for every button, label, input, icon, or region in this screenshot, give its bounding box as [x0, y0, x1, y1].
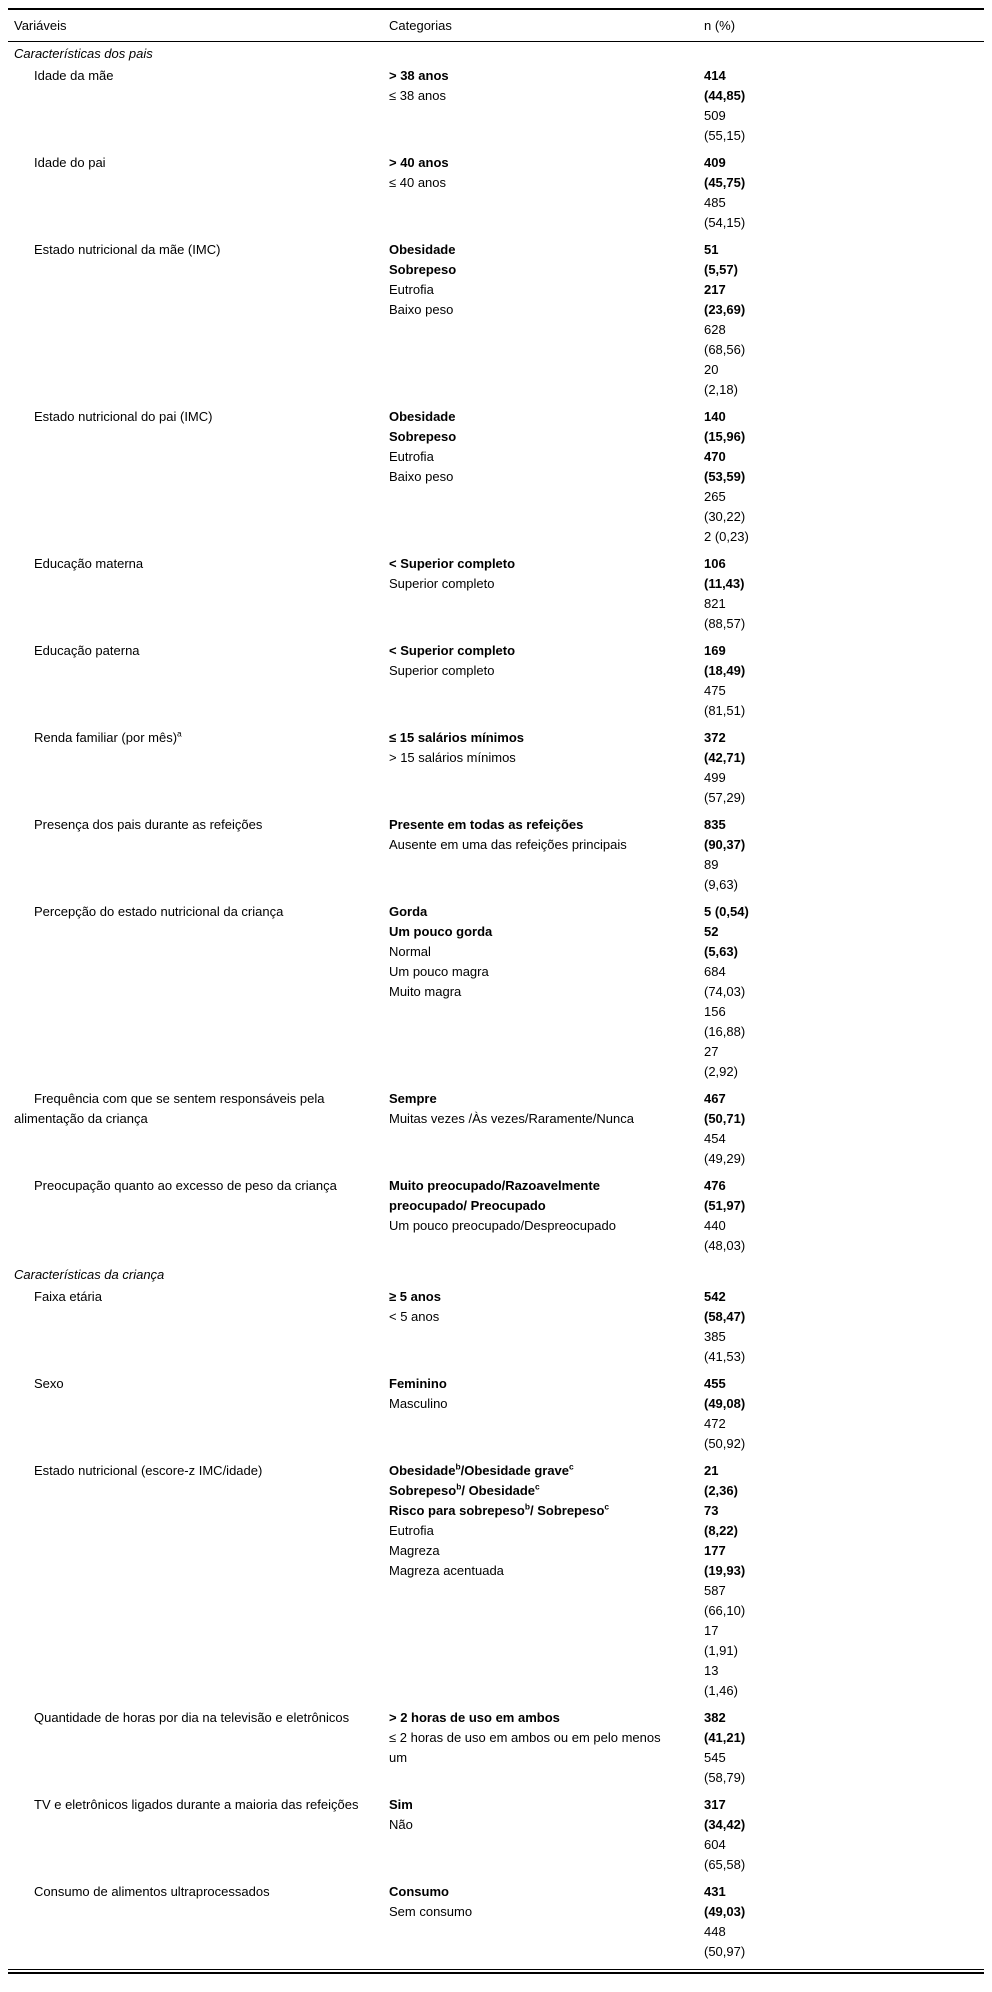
variable-cell: Estado nutricional da mãe (IMC)	[34, 242, 221, 257]
table-row	[8, 1461, 984, 1708]
category-line: Um pouco gorda	[389, 924, 493, 939]
footnote-marker: b	[456, 1481, 462, 1492]
column-header-variaveis: Variáveis	[8, 9, 389, 42]
value-line: 106 (11,43)	[704, 556, 745, 591]
category-line: ≤ 40 anos	[389, 175, 447, 190]
categories-cell	[389, 554, 704, 641]
values-stack	[704, 1882, 752, 1962]
table-row	[8, 1089, 984, 1176]
values-stack	[704, 1461, 752, 1701]
variable-cell: Consumo de alimentos ultraprocessados	[34, 1884, 270, 1899]
category-line: Sem consumo	[389, 1904, 473, 1919]
values-cell	[704, 153, 984, 240]
text-part: / Sobrepeso	[529, 1503, 605, 1518]
values-cell	[704, 1089, 984, 1176]
table-row	[8, 554, 984, 641]
variable-cell: Estado nutricional do pai (IMC)	[34, 409, 213, 424]
values-cell	[704, 641, 984, 728]
category-line: > 40 anos	[389, 155, 449, 170]
column-header-n-pct: n (%)	[704, 9, 984, 42]
value-line: 455 (49,08)	[704, 1376, 746, 1411]
categories-cell	[389, 1708, 704, 1795]
values-cell	[704, 240, 984, 407]
category-line: ≤ 15 salários mínimos	[389, 730, 525, 745]
category-line: ≥ 5 anos	[389, 1289, 441, 1304]
value-line: 454 (49,29)	[704, 1131, 746, 1166]
variable-cell: Preocupação quanto ao excesso de peso da criança	[34, 1178, 337, 1193]
categories-cell	[389, 1461, 704, 1708]
table-row	[8, 728, 984, 815]
text-part: Sobrepeso	[389, 1483, 457, 1498]
category-line: Masculino	[389, 1396, 448, 1411]
categories-cell	[389, 902, 704, 1089]
variable-cell	[8, 728, 389, 815]
category-line: Um pouco preocupado/Despreocupado	[389, 1218, 616, 1233]
value-line: 448 (50,97)	[704, 1924, 746, 1959]
value-line: 604 (65,58)	[704, 1837, 746, 1872]
category-line: ≤ 2 horas de uso em ambos ou em pelo menos um	[389, 1730, 661, 1765]
categories-cell	[389, 1374, 704, 1461]
categories-cell	[389, 641, 704, 728]
value-line: 821 (88,57)	[704, 596, 746, 631]
value-line: 52 (5,63)	[704, 924, 738, 959]
table-row	[8, 815, 984, 902]
values-cell	[704, 1708, 984, 1795]
values-cell	[704, 1287, 984, 1374]
text-part: Renda familiar (por mês)	[34, 730, 178, 745]
values-cell	[704, 554, 984, 641]
footnote-marker: b	[455, 1461, 461, 1472]
section-title: Características dos pais	[14, 46, 153, 61]
values-stack	[704, 902, 752, 1082]
bottom-rule-line	[8, 1970, 984, 1973]
variable-cell: Frequência com que se sentem responsáveis pela alimentação da criança	[14, 1091, 325, 1126]
value-line: 628 (68,56)	[704, 322, 746, 357]
table-body	[8, 42, 984, 1973]
category-line: Eutrofia	[389, 1523, 434, 1538]
section-header-row	[8, 42, 984, 67]
value-line: 265 (30,22)	[704, 489, 746, 524]
category-line: Obesidade	[389, 409, 456, 424]
value-line: 470 (53,59)	[704, 449, 746, 484]
categories-cell	[389, 1176, 704, 1263]
values-cell	[704, 407, 984, 554]
value-line: 20 (2,18)	[704, 362, 738, 397]
category-line: Muito preocupado/Razoavelmente preocupado/ Preocupado	[389, 1178, 600, 1213]
section-header-row	[8, 1263, 984, 1287]
value-line: 177 (19,93)	[704, 1543, 746, 1578]
categories-cell	[389, 153, 704, 240]
section-title: Características da criança	[14, 1267, 165, 1282]
category-line: Um pouco magra	[389, 964, 489, 979]
category-line: Magreza	[389, 1543, 440, 1558]
value-line: 467 (50,71)	[704, 1091, 746, 1126]
header-row	[8, 9, 984, 42]
characteristics-table	[8, 8, 984, 1974]
value-line: 169 (18,49)	[704, 643, 746, 678]
value-line: 2 (0,23)	[704, 529, 749, 544]
value-line: 431 (49,03)	[704, 1884, 746, 1919]
category-line: Sempre	[389, 1091, 437, 1106]
values-stack	[704, 554, 752, 634]
category-line: Magreza acentuada	[389, 1563, 504, 1578]
category-line: > 38 anos	[389, 68, 449, 83]
variable-cell: Quantidade de horas por dia na televisão e eletrônicos	[34, 1710, 350, 1725]
values-stack	[704, 1708, 752, 1788]
table-row	[8, 1708, 984, 1795]
categories-cell	[389, 1287, 704, 1374]
value-line: 472 (50,92)	[704, 1416, 746, 1451]
category-line: Eutrofia	[389, 449, 434, 464]
category-line: Sobrepeso	[389, 262, 457, 277]
values-stack	[704, 1374, 752, 1454]
value-line: 476 (51,97)	[704, 1178, 746, 1213]
category-line: Normal	[389, 944, 431, 959]
value-line: 409 (45,75)	[704, 155, 746, 190]
value-line: 542 (58,47)	[704, 1289, 746, 1324]
category-line: Gorda	[389, 904, 428, 919]
values-stack	[704, 153, 752, 233]
text-part: Risco para sobrepeso	[389, 1503, 525, 1518]
text-part: / Obesidade	[461, 1483, 536, 1498]
category-line: Consumo	[389, 1884, 449, 1899]
value-line: 73 (8,22)	[704, 1503, 738, 1538]
value-line: 684 (74,03)	[704, 964, 746, 999]
value-line: 21 (2,36)	[704, 1463, 738, 1498]
value-line: 372 (42,71)	[704, 730, 746, 765]
categories-cell	[389, 1089, 704, 1176]
category-line: Muito magra	[389, 984, 462, 999]
values-cell	[704, 815, 984, 902]
category-line: Sim	[389, 1797, 413, 1812]
category-line: < 5 anos	[389, 1309, 440, 1324]
categories-cell	[389, 66, 704, 153]
values-cell	[704, 1176, 984, 1263]
category-line: Superior completo	[389, 663, 495, 678]
values-cell	[704, 1882, 984, 1970]
value-line: 509 (55,15)	[704, 108, 746, 143]
category-line: Eutrofia	[389, 282, 434, 297]
category-line: Superior completo	[389, 576, 495, 591]
categories-cell	[389, 1795, 704, 1882]
variable-cell: Sexo	[34, 1376, 64, 1391]
category-line: Baixo peso	[389, 302, 454, 317]
category-line: Muitas vezes /Às vezes/Raramente/Nunca	[389, 1111, 634, 1126]
categories-cell	[389, 815, 704, 902]
value-line: 835 (90,37)	[704, 817, 746, 852]
values-cell	[704, 728, 984, 815]
values-stack	[704, 66, 752, 146]
values-cell	[704, 1374, 984, 1461]
table-row	[8, 1287, 984, 1374]
category-line: ≤ 38 anos	[389, 88, 447, 103]
value-line: 440 (48,03)	[704, 1218, 746, 1253]
category-line: Ausente em uma das refeições principais	[389, 837, 627, 852]
value-line: 587 (66,10)	[704, 1583, 746, 1618]
value-line: 27 (2,92)	[704, 1044, 738, 1079]
categories-cell	[389, 240, 704, 407]
category-line	[389, 1481, 669, 1501]
category-line: < Superior completo	[389, 556, 516, 571]
footnote-marker: a	[177, 728, 182, 739]
value-line: 317 (34,42)	[704, 1797, 746, 1832]
category-line: Não	[389, 1817, 413, 1832]
values-stack	[704, 1176, 752, 1256]
values-stack	[704, 407, 752, 547]
text-part: Obesidade	[389, 1463, 456, 1478]
footnote-marker: c	[604, 1501, 610, 1512]
table-header	[8, 9, 984, 42]
value-line: 414 (44,85)	[704, 68, 746, 103]
variable-cell: Estado nutricional (escore-z IMC/idade)	[34, 1463, 263, 1478]
categories-cell	[389, 728, 704, 815]
text-part: /Obesidade grave	[460, 1463, 570, 1478]
values-stack	[704, 728, 752, 808]
value-line: 499 (57,29)	[704, 770, 746, 805]
table-row	[8, 153, 984, 240]
variable-cell: Idade do pai	[34, 155, 106, 170]
value-line: 545 (58,79)	[704, 1750, 746, 1785]
value-line: 51 (5,57)	[704, 242, 738, 277]
table-row	[8, 240, 984, 407]
value-line: 385 (41,53)	[704, 1329, 746, 1364]
footnote-marker: b	[524, 1501, 530, 1512]
values-cell	[704, 1461, 984, 1708]
value-line: 156 (16,88)	[704, 1004, 746, 1039]
category-line: Obesidade	[389, 242, 456, 257]
values-stack	[704, 1795, 752, 1875]
variable-cell: Percepção do estado nutricional da criança	[34, 904, 284, 919]
variable-cell: Presença dos pais durante as refeições	[34, 817, 263, 832]
category-line: Sobrepeso	[389, 429, 457, 444]
table-row	[8, 1795, 984, 1882]
bottom-rule	[8, 1970, 984, 1973]
category-line	[389, 1461, 669, 1481]
category-line: Baixo peso	[389, 469, 454, 484]
value-line: 140 (15,96)	[704, 409, 746, 444]
variable-cell: Educação paterna	[34, 643, 140, 658]
category-line: Feminino	[389, 1376, 447, 1391]
value-line: 382 (41,21)	[704, 1710, 746, 1745]
value-line: 485 (54,15)	[704, 195, 746, 230]
category-line: Presente em todas as refeições	[389, 817, 584, 832]
value-line: 13 (1,46)	[704, 1663, 738, 1698]
values-stack	[704, 1287, 752, 1367]
table-row	[8, 1882, 984, 1970]
values-cell	[704, 902, 984, 1089]
table-row	[8, 902, 984, 1089]
value-line: 17 (1,91)	[704, 1623, 738, 1658]
table-row	[8, 1176, 984, 1263]
values-cell	[704, 66, 984, 153]
categories-cell	[389, 407, 704, 554]
category-line	[389, 1501, 669, 1521]
value-line: 89 (9,63)	[704, 857, 738, 892]
values-cell	[704, 1795, 984, 1882]
category-line: > 15 salários mínimos	[389, 750, 516, 765]
categories-cell	[389, 1882, 704, 1970]
value-line: 5 (0,54)	[704, 904, 749, 919]
table-row	[8, 641, 984, 728]
table-row	[8, 1374, 984, 1461]
category-line: < Superior completo	[389, 643, 516, 658]
footnote-marker: c	[569, 1461, 574, 1472]
value-line: 217 (23,69)	[704, 282, 746, 317]
value-line: 475 (81,51)	[704, 683, 746, 718]
variable-cell: Idade da mãe	[34, 68, 114, 83]
variable-cell: TV e eletrônicos ligados durante a maioria das refeições	[34, 1797, 359, 1812]
values-stack	[704, 815, 752, 895]
values-stack	[704, 240, 752, 400]
variable-cell: Educação materna	[34, 556, 144, 571]
values-stack	[704, 641, 752, 721]
footnote-marker: c	[535, 1481, 540, 1492]
category-line: > 2 horas de uso em ambos	[389, 1710, 560, 1725]
column-header-categorias: Categorias	[389, 9, 704, 42]
table-row	[8, 66, 984, 153]
values-stack	[704, 1089, 752, 1169]
table-row	[8, 407, 984, 554]
variable-cell: Faixa etária	[34, 1289, 102, 1304]
